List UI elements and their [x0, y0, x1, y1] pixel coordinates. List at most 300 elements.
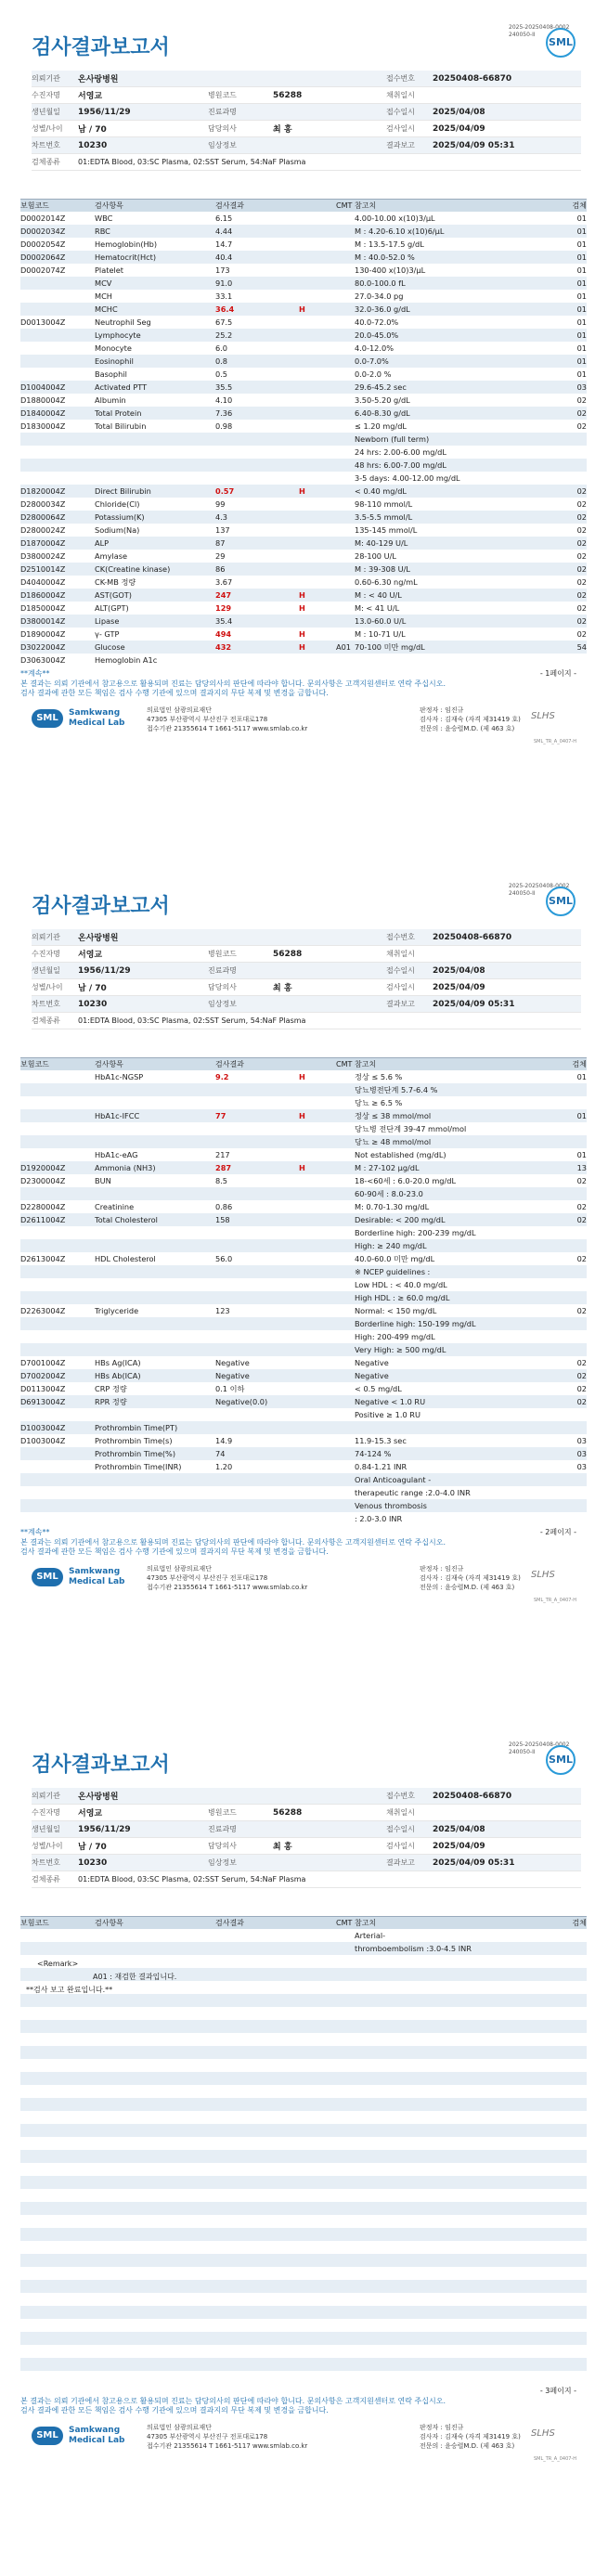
table-row [20, 2163, 587, 2176]
table-row [20, 329, 587, 342]
patient-info-row [32, 929, 581, 946]
table-row [20, 251, 587, 264]
table-row [20, 2254, 587, 2267]
test-result: Negative [215, 1358, 250, 1367]
table-row [20, 238, 587, 251]
info-label: 성별/나이 [32, 983, 63, 991]
table-row [20, 2332, 587, 2345]
column-header: 참고치 [355, 1919, 377, 1927]
page-number: - 2페이지 - [539, 1528, 576, 1536]
specimen-code: 03 [576, 1436, 587, 1445]
patient-info-row [32, 1821, 581, 1838]
reference-range: 정상 ≤ 38 mmol/mol [355, 1110, 432, 1120]
test-item: Prothrombin Time(s) [95, 1436, 173, 1445]
patient-info-row [32, 1805, 581, 1821]
reference-range: thromboembolism :3.0-4.5 INR [355, 1944, 472, 1953]
info-label: 생년월일 [32, 966, 60, 975]
table-row [20, 498, 587, 511]
insurance-code: D2611004Z [20, 1215, 66, 1224]
table-row [20, 2215, 587, 2228]
info-label: 수진자명 [32, 1808, 60, 1817]
reference-range: 3-5 days: 4.00-12.00 mg/dL [355, 473, 460, 483]
specimen-code: 01 [576, 330, 587, 340]
table-row [20, 1460, 587, 1473]
test-result: 9.2 [215, 1072, 229, 1081]
table-row [20, 1499, 587, 1512]
specimen-row: 검체종류 01:EDTA Blood, 03:SC Plasma, 02:SST Serum, 54:NaF Plasma [32, 154, 581, 171]
high-flag: H [299, 642, 305, 652]
report-page [0, 0, 608, 859]
table-row [20, 1278, 587, 1291]
test-item: Total Bilirubin [95, 421, 147, 431]
specimen-code: 01 [576, 265, 587, 275]
reference-range: 80.0-100.0 fL [355, 278, 406, 288]
info-value: 56288 [273, 1807, 303, 1818]
test-result: 6.15 [215, 214, 233, 223]
reference-range: M : 10-71 U/L [355, 629, 406, 639]
patient-info-row [32, 121, 581, 137]
table-row [20, 1447, 587, 1460]
specimen-code: 02 [576, 512, 587, 522]
reference-range: 135-145 mmol/L [355, 525, 418, 535]
table-row [20, 446, 587, 459]
reference-range: Very High: ≥ 500 mg/dL [355, 1345, 446, 1354]
table-row [20, 524, 587, 537]
reference-range: M: 40-129 U/L [355, 538, 408, 548]
patient-info-row [32, 71, 581, 87]
test-result: 74 [215, 1449, 226, 1458]
specimen-code: 01 [576, 291, 587, 301]
test-item: Amylase [95, 551, 128, 561]
test-item: Eosinophil [95, 356, 134, 366]
table-row [20, 2137, 587, 2150]
specimen-code: 03 [576, 1462, 587, 1471]
info-value: 온사랑병원 [78, 934, 119, 943]
specimen-code: 02 [576, 629, 587, 639]
info-label: 성별/나이 [32, 124, 63, 133]
info-value: 서영교 [78, 1809, 103, 1819]
reference-range: 98-110 mmol/L [355, 499, 413, 509]
info-value: 최 홍 [273, 125, 292, 135]
test-result: 0.57 [215, 486, 235, 496]
specimen-code: 03 [576, 1449, 587, 1458]
insurance-code: D1880004Z [20, 395, 66, 405]
insurance-code: D0013004Z [20, 317, 66, 327]
info-value: 2025/04/08 [433, 1824, 485, 1834]
test-item: Albumin [95, 395, 126, 405]
test-item: Chloride(Cl) [95, 499, 140, 509]
specimen-code: 02 [576, 525, 587, 535]
column-header: 보험코드 [20, 1919, 49, 1927]
specimen-code: 02 [576, 1306, 587, 1315]
info-label: 의뢰기관 [32, 933, 60, 941]
specimen-code: 01 [576, 227, 587, 236]
report-title: 검사결과보고서 [32, 36, 170, 59]
table-row [20, 2306, 587, 2319]
test-result: 99 [215, 499, 226, 509]
info-value: 56288 [273, 90, 303, 100]
specimen-code: 02 [576, 1202, 587, 1211]
insurance-code: D2510014Z [20, 564, 66, 574]
column-header: 검체 [572, 1060, 587, 1068]
table-row [20, 1070, 587, 1083]
test-item: Potassium(K) [95, 512, 145, 522]
table-row [20, 212, 587, 225]
patient-info-row [32, 946, 581, 963]
test-result: 0.1 이하 [215, 1383, 245, 1393]
footer-notice: 본 결과는 의뢰 기관에서 참고용으로 활용되며 진료는 담당의사의 판단에 따라야 합니다. 문의사항은 고객지원센터로 연락 주십시오. 검사 결과에 관한 모든 책임은 검사 수행 기관에 있으며 결과지의 무단 복제 및 변경을 금합니다. [20, 1538, 446, 1556]
test-result: 0.98 [215, 421, 233, 431]
patient-info [32, 71, 581, 171]
specimen-code: 54 [576, 642, 587, 652]
reference-range: M: < 41 U/L [355, 603, 400, 613]
test-item: Sodium(Na) [95, 525, 140, 535]
sml-mark-icon: SML [32, 2427, 63, 2445]
specimen-code: 01 [576, 278, 587, 288]
high-flag: H [299, 1111, 305, 1120]
footer-notice: 본 결과는 의뢰 기관에서 참고용으로 활용되며 진료는 담당의사의 판단에 따라야 합니다. 문의사항은 고객지원센터로 연락 주십시오. 검사 결과에 관한 모든 책임은 검사 수행 기관에 있으며 결과지의 무단 복제 및 변경을 금합니다. [20, 2397, 446, 2414]
table-row [20, 2072, 587, 2085]
reference-range: 6.40-8.30 g/dL [355, 408, 410, 418]
info-value: 온사랑병원 [78, 75, 119, 84]
report-page [0, 859, 608, 1717]
column-header: 보험코드 [20, 201, 49, 210]
info-value: 남 / 70 [78, 125, 107, 135]
patient-info-row [32, 996, 581, 1013]
table-row [20, 1226, 587, 1239]
info-label: 결과보고 [386, 1000, 415, 1008]
specimen-code: 01 [576, 252, 587, 262]
reference-range: 11.9-15.3 sec [355, 1436, 407, 1445]
test-item: Neutrophil Seg [95, 317, 151, 327]
specimen-code: 01 [576, 343, 587, 353]
specimen-code: 01 [576, 317, 587, 327]
table-row [20, 1265, 587, 1278]
reference-range: M : < 40 U/L [355, 590, 402, 600]
table-row [20, 1408, 587, 1421]
test-item: CRP 정량 [95, 1383, 127, 1393]
reference-range: 29.6-45.2 sec [355, 382, 407, 392]
reference-range: Positive ≥ 1.0 RU [355, 1410, 420, 1419]
reference-range: 48 hrs: 6.00-7.00 mg/dL [355, 460, 446, 470]
insurance-code: D2800064Z [20, 512, 66, 522]
table-row [20, 576, 587, 589]
test-item: γ- GTP [95, 629, 120, 639]
insurance-code: D2280004Z [20, 1202, 66, 1211]
test-item: Total Protein [95, 408, 142, 418]
info-label: 검사일시 [386, 1842, 415, 1850]
reference-range: Oral Anticoagulant - [355, 1475, 432, 1484]
reference-range: Negative < 1.0 RU [355, 1397, 426, 1406]
column-header: 검사항목 [95, 1060, 123, 1068]
table-row [20, 1473, 587, 1486]
doctor-signature: SLHS [531, 1570, 555, 1580]
page-number: - 1페이지 - [539, 669, 576, 678]
patient-info-row [32, 1855, 581, 1871]
column-header: 보험코드 [20, 1060, 49, 1068]
test-item: Lymphocyte [95, 330, 141, 340]
patient-info-row [32, 1788, 581, 1805]
test-item: MCHC [95, 304, 118, 314]
sml-mark-icon: SML [32, 709, 63, 728]
table-row [20, 472, 587, 485]
specimen-code: 02 [576, 1384, 587, 1393]
specimen-code: 02 [576, 421, 587, 431]
info-label: 진료과명 [208, 966, 237, 975]
info-label: 접수일시 [386, 108, 415, 116]
info-value: 2025/04/09 05:31 [433, 999, 515, 1009]
table-row [20, 550, 587, 563]
specimen-code: 02 [576, 1371, 587, 1380]
table-row [20, 1434, 587, 1447]
info-value: 1956/11/29 [78, 107, 131, 117]
patient-info-row [32, 104, 581, 121]
table-row [20, 277, 587, 290]
reference-range: 당뇨 ≥ 48 mmol/mol [355, 1136, 432, 1146]
info-label: 병원코드 [208, 950, 237, 958]
specimen-code: 01 [576, 214, 587, 223]
info-label: 담당의사 [208, 124, 237, 133]
table-row [20, 1421, 587, 1434]
samkwang-logo: SML Samkwang Medical Lab [32, 702, 143, 735]
insurance-code: D2263004Z [20, 1306, 66, 1315]
test-result: 86 [215, 564, 226, 574]
test-item: Creatinine [95, 1202, 135, 1211]
info-value: 10230 [78, 999, 108, 1009]
reference-range: 0.0-2.0 % [355, 369, 392, 379]
insurance-code: D0113004Z [20, 1384, 66, 1393]
info-label: 접수번호 [386, 933, 415, 941]
table-row [20, 2202, 587, 2215]
reference-range: 70-100 미만 mg/dL [355, 641, 425, 652]
reference-range: 28-100 U/L [355, 551, 396, 561]
reference-range: < 0.40 mg/dL [355, 486, 407, 496]
info-label: 임상정보 [208, 141, 237, 149]
info-value: 2025/04/08 [433, 965, 485, 976]
insurance-code: D1920004Z [20, 1163, 66, 1172]
info-value: 1956/11/29 [78, 1824, 131, 1834]
test-item: BUN [95, 1176, 111, 1185]
table-header [20, 1057, 587, 1070]
insurance-code: D1840004Z [20, 408, 66, 418]
test-result: 1.20 [215, 1462, 233, 1471]
info-value: 2025/04/09 05:31 [433, 1858, 515, 1868]
specimen-code: 02 [576, 1397, 587, 1406]
info-value: 56288 [273, 949, 303, 959]
reference-range: Borderline high: 200-239 mg/dL [355, 1228, 476, 1237]
patient-info [32, 1788, 581, 1888]
test-item: Total Cholesterol [95, 1215, 158, 1224]
test-result: 7.36 [215, 408, 233, 418]
reference-range: ※ NCEP guidelines : [355, 1267, 431, 1276]
report-title: 검사결과보고서 [32, 895, 170, 918]
table-row [20, 2358, 587, 2371]
form-code: SML_TR_A_0407-H [533, 1598, 576, 1603]
insurance-code: D3063004Z [20, 655, 66, 665]
insurance-code: D2800024Z [20, 525, 66, 535]
info-label: 생년월일 [32, 1825, 60, 1833]
table-header [20, 1916, 587, 1929]
info-value: 서영교 [78, 92, 103, 101]
specimen-code: 01 [576, 369, 587, 379]
info-label: 수진자명 [32, 950, 60, 958]
table-row [20, 1083, 587, 1096]
patient-info-row [32, 87, 581, 104]
insurance-code: D2613004Z [20, 1254, 66, 1263]
info-label: 채취일시 [386, 950, 415, 958]
sml-logo-icon: SML [546, 887, 576, 916]
reference-range: 40.0-72.0% [355, 317, 399, 327]
specimen-code: 02 [576, 603, 587, 613]
info-label: 임상정보 [208, 1000, 237, 1008]
test-result: 14.7 [215, 239, 233, 249]
column-header: CMT [336, 1919, 353, 1927]
reference-range: Normal: < 150 mg/dL [355, 1306, 437, 1315]
reference-range: Negative [355, 1371, 389, 1380]
insurance-code: D0002034Z [20, 227, 66, 236]
test-item: Monocyte [95, 343, 132, 353]
column-header: 검체 [572, 1919, 587, 1927]
specimen-code: 01 [576, 356, 587, 366]
table-row [20, 1096, 587, 1109]
insurance-code: D0002014Z [20, 214, 66, 223]
table-row [20, 1929, 587, 1942]
test-result: 87 [215, 538, 226, 548]
high-flag: H [299, 629, 305, 639]
table-row [20, 1382, 587, 1395]
specimen-code: 01 [576, 1072, 587, 1081]
test-result: 287 [215, 1163, 232, 1172]
test-item: CK-MB 정량 [95, 576, 136, 587]
specimen-code: 02 [576, 538, 587, 548]
table-row [20, 2033, 587, 2046]
info-value: 20250408-66870 [433, 1791, 512, 1801]
table-row [20, 355, 587, 368]
lab-staff: 판정자 : 임진규 검사자 : 김재숙 (자격 제31419 호) 전문의 : 윤승렬M.D. (제 463 호) [420, 1565, 521, 1591]
sml-logo-icon: SML [546, 28, 576, 58]
test-item: Activated PTT [95, 382, 148, 392]
test-result: 29 [215, 551, 226, 561]
table-row [20, 290, 587, 303]
table-row [20, 1512, 587, 1525]
specimen-code: 03 [576, 382, 587, 392]
info-label: 접수번호 [386, 74, 415, 83]
doctor-signature: SLHS [531, 2428, 555, 2439]
test-item: RPR 정량 [95, 1396, 127, 1406]
insurance-code: D1830004Z [20, 421, 66, 431]
info-label: 채취일시 [386, 91, 415, 99]
test-item: HDL Cholesterol [95, 1254, 156, 1263]
specimen-code: 02 [576, 590, 587, 600]
info-value: 최 홍 [273, 984, 292, 993]
column-header: 검사결과 [215, 201, 244, 210]
table-row [20, 2345, 587, 2358]
test-item: Glucose [95, 642, 125, 652]
reference-range: 0.84-1.21 INR [355, 1462, 407, 1471]
high-flag: H [299, 590, 305, 600]
form-code: SML_TR_A_0407-H [533, 739, 576, 744]
table-row [20, 1356, 587, 1369]
insurance-code: D6913004Z [20, 1397, 66, 1406]
lab-address: 의료법인 삼광의료재단 47305 부산광역시 부산진구 전포대로178 접수기관 21355614 T 1661-5117 www.smlab.co.kr [147, 1565, 308, 1591]
test-result: 494 [215, 629, 232, 639]
info-label: 접수일시 [386, 966, 415, 975]
lab-staff: 판정자 : 임진규 검사자 : 김재숙 (자격 제31419 호) 전문의 : 윤승렬M.D. (제 463 호) [420, 706, 521, 732]
reference-range: High HDL : ≥ 60.0 mg/dL [355, 1293, 450, 1302]
reference-range: 27.0-34.0 pg [355, 291, 404, 301]
test-result: 123 [215, 1306, 230, 1315]
table-row [20, 1174, 587, 1187]
info-value: 20250408-66870 [433, 73, 512, 84]
table-row [20, 615, 587, 628]
test-item: MCH [95, 291, 112, 301]
table-row [20, 225, 587, 238]
info-label: 병원코드 [208, 1808, 237, 1817]
test-result: 77 [215, 1111, 226, 1120]
column-header: 검사결과 [215, 1919, 244, 1927]
test-item: Hemoglobin(Hb) [95, 239, 158, 249]
table-row [20, 2189, 587, 2202]
insurance-code: D1003004Z [20, 1423, 66, 1432]
info-label: 결과보고 [386, 1858, 415, 1867]
table-row [20, 1330, 587, 1343]
specimen-code: 02 [576, 395, 587, 405]
test-result: 56.0 [215, 1254, 233, 1263]
info-label: 차트번호 [32, 141, 60, 149]
test-result: 6.0 [215, 343, 228, 353]
cmt-code: A01 [336, 642, 352, 652]
info-value: 2025/04/09 [433, 982, 485, 992]
results-table [20, 1929, 587, 2384]
insurance-code: D7002004Z [20, 1371, 66, 1380]
test-item: Basophil [95, 369, 127, 379]
table-row [20, 1317, 587, 1330]
info-label: 진료과명 [208, 108, 237, 116]
table-row [20, 1486, 587, 1499]
test-result: 35.4 [215, 616, 233, 626]
reference-range: M : 39-308 U/L [355, 564, 410, 574]
test-item: HbA1c-NGSP [95, 1072, 144, 1081]
results-table [20, 1070, 587, 1525]
insurance-code: D4040004Z [20, 577, 66, 587]
test-result: Negative(0.0) [215, 1397, 268, 1406]
patient-info-row [32, 1838, 581, 1855]
test-result: 35.5 [215, 382, 233, 392]
table-row [20, 2020, 587, 2033]
test-result: 4.10 [215, 395, 233, 405]
column-header: CMT [336, 201, 353, 210]
specimen-code: 02 [576, 564, 587, 574]
test-item: HBs Ab(ICA) [95, 1371, 141, 1380]
test-item: WBC [95, 214, 113, 223]
table-row [20, 264, 587, 277]
samkwang-logo: SML Samkwang Medical Lab [32, 1560, 143, 1594]
table-row [20, 1369, 587, 1382]
reference-range: 3.50-5.20 g/dL [355, 395, 410, 405]
info-label: 임상정보 [208, 1858, 237, 1867]
table-row [20, 537, 587, 550]
continued-mark: **계속** [20, 669, 50, 678]
test-item: Prothrombin Time(PT) [95, 1423, 178, 1432]
test-result: 8.5 [215, 1176, 228, 1185]
test-result: 432 [215, 642, 232, 652]
test-item: ALP [95, 538, 110, 548]
info-value: 2025/04/09 05:31 [433, 140, 515, 150]
reference-range: 18-<60세 : 6.0-20.0 mg/dL [355, 1175, 457, 1185]
specimen-code: 02 [576, 1176, 587, 1185]
page-number: - 3페이지 - [539, 2387, 576, 2395]
insurance-code: D1003004Z [20, 1436, 66, 1445]
